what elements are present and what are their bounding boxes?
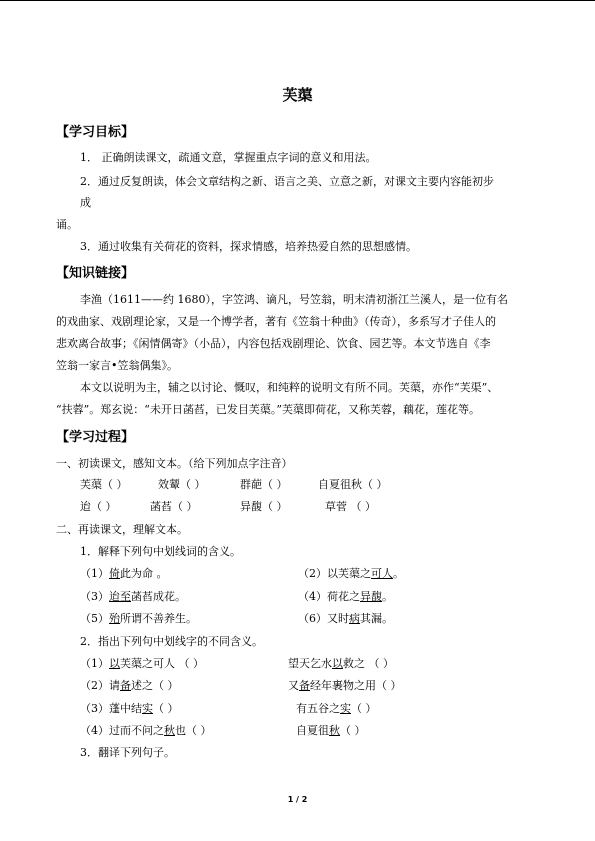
character-meaning-item: 又备经年裹物之用（ ） [288, 679, 402, 692]
goal-item-3: 3．通过收集有关荷花的资料，探求情感，培养热爱自然的思想感情。 [80, 240, 417, 253]
knowledge-para-1-line-1: 李渔（1611——约 1680），字笠鸿、谪凡，号笠翁，明末清初浙江兰溪人，是一位有名 [80, 293, 508, 306]
process-step-1: 一、初读课文，感知文本。（给下列加点字注音） [56, 457, 293, 470]
pinyin-item: 自夏徂秋（ ） [318, 478, 388, 491]
word-meaning-item: （6）又时病其漏。 [298, 612, 393, 625]
section-heading-knowledge: 【知识链接】 [56, 266, 135, 281]
goal-item-1: 1． 正确朗读课文，疏通文意，掌握重点字词的意义和用法。 [80, 151, 377, 164]
word-meaning-item: （2）以芙蕖之可人。 [298, 567, 404, 580]
character-meaning-item: 有五谷之实（ ） [296, 702, 377, 715]
page-number: 1 / 2 [287, 795, 308, 804]
character-meaning-item: （3）蓬中结实（ ） [80, 702, 179, 715]
pinyin-item: 迨（ ） [80, 500, 117, 513]
section-heading-process: 【学习过程】 [56, 430, 135, 445]
character-meaning-item: （4）过而不问之秋也（ ） [80, 724, 212, 737]
pinyin-item: 菡萏（ ） [150, 500, 198, 513]
section-heading-goals: 【学习目标】 [56, 125, 135, 140]
pinyin-item: 效颦（ ） [158, 478, 206, 491]
pinyin-item: 芙蕖（ ） [80, 478, 128, 491]
question-2: 2．指出下列句中划线字的不同含义。 [80, 635, 263, 648]
pinyin-item: 群葩（ ） [240, 478, 288, 491]
knowledge-para-1-line-2: 的戏曲家、戏剧理论家，又是一个博学者，著有《笠翁十种曲》（传奇），多系写才子佳人的 [56, 315, 496, 328]
word-meaning-item: （4）荷花之异馥。 [298, 590, 393, 603]
word-meaning-item: （3）迨至菡萏成花。 [80, 590, 186, 603]
character-meaning-item: 望天乞水以救之 （ ） [288, 657, 394, 670]
goal-item-2: 2．通过反复朗读，体会文章结构之新、语言之美、立意之新，对课文主要内容能初步 [80, 175, 494, 188]
word-meaning-item: （1）倚此为命 。 [80, 567, 168, 580]
goal-item-2-wrap: 成 [80, 196, 91, 209]
knowledge-para-2-line-1: 本文以说明为主，辅之以讨论、慨叹，和纯粹的说明文有所不同。芙蕖，亦作“芙渠”、 [80, 381, 499, 394]
knowledge-para-1-line-3: 悲欢离合故事；《闲情偶寄》（小品），内容包括戏剧理论、饮食、园艺等。本文节选自《李 [56, 337, 491, 350]
process-step-2: 二、再读课文，理解文本。 [56, 523, 188, 536]
pinyin-item: 异馥（ ） [240, 500, 288, 513]
page-title: 芙蕖 [282, 86, 313, 104]
knowledge-para-1-line-4: 笠翁一家言•笠翁偶集》。 [56, 359, 178, 372]
top-rule [0, 0, 595, 1]
knowledge-para-2-line-2: “扶蓉”。郑玄说：“未开日菡萏，已发目芙蕖。”芙蕖即荷花，又称芙蓉，藕花，莲花等。 [56, 403, 480, 416]
character-meaning-item: （2）请备述之（ ） [80, 679, 179, 692]
question-1: 1．解释下列句中划线词的含义。 [80, 545, 241, 558]
pinyin-item: 草菅 （ ） [325, 500, 376, 513]
character-meaning-item: （1）以芙蕖之可人 （ ） [80, 657, 204, 670]
character-meaning-item: 自夏徂秋（ ） [296, 724, 366, 737]
question-3: 3．翻译下列句子。 [80, 746, 175, 759]
goal-item-2-end: 诵。 [56, 218, 78, 231]
word-meaning-item: （5）殆所谓不善养生。 [80, 612, 197, 625]
